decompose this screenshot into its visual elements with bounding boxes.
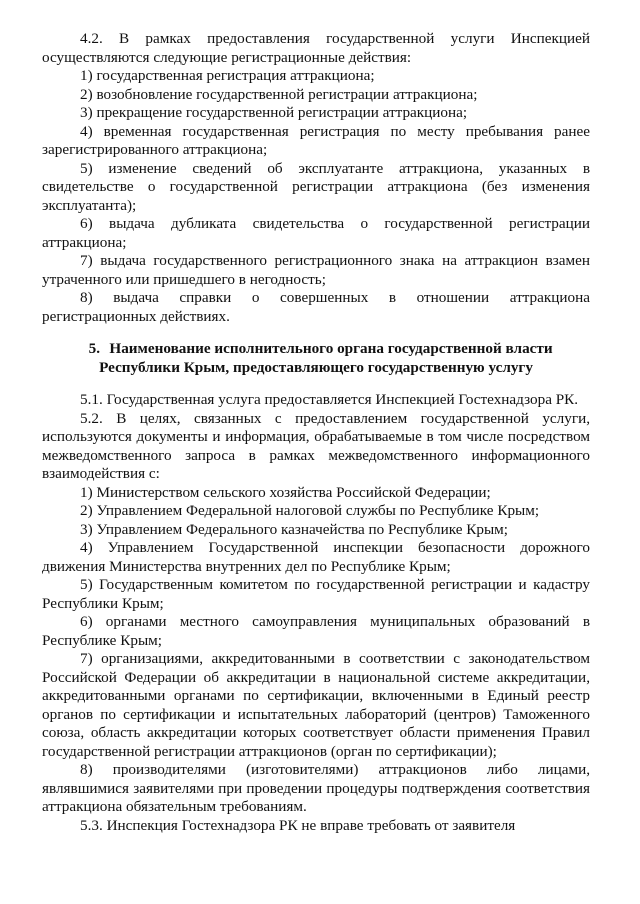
list-item: 6) органами местного самоуправления муниципальных образований в Республике Крым; bbox=[42, 613, 590, 649]
list-item: 4) временная государственная регистрация по месту пребывания ранее зарегистрированного аттракциона; bbox=[42, 122, 590, 158]
list-item: 2) Управлением Федеральной налоговой службы по Республике Крым; bbox=[80, 502, 540, 519]
list-item: 2) возобновление государственной регистрации аттракциона; bbox=[80, 85, 478, 103]
list-item: 8) производителями (изготовителями) аттракционов либо лицами, являвшимися заявителями при проведении процедуры подтверждения соответствия аттракциона обязательным требованиям. bbox=[42, 761, 590, 815]
paragraph-5-2: 5.2. В целях, связанных с предоставлением государственной услуги, используются документы и информация, обрабатываемые в том числе посредством межведомственного запроса в рамках межведомственного информационного взаимодействия с: bbox=[42, 409, 590, 482]
paragraph-5-1: 5.1. Государственная услуга предоставляется Инспекцией Гостехнадзора РК. bbox=[80, 391, 579, 408]
list-item: 5) Государственным комитетом по государственной регистрации и кадастру Республики Крым; bbox=[42, 576, 590, 612]
list-item: 1) Министерством сельского хозяйства Российской Федерации; bbox=[80, 483, 491, 501]
paragraph-4-2: 4.2. В рамках предоставления государственной услуги Инспекцией осуществляются следующие регистрационные действия: bbox=[42, 30, 590, 66]
paragraph-5-3: 5.3. Инспекция Гостехнадзора РК не вправе требовать от заявителя bbox=[80, 816, 516, 834]
list-item: 4) Управлением Государственной инспекции безопасности дорожного движения Министерства внутренних дел по Республике Крым; bbox=[42, 539, 590, 575]
section-number: 5. bbox=[88, 340, 101, 357]
list-item: 7) выдача государственного регистрационного знака на аттракцион взамен утраченного или пришедшего в негодность; bbox=[42, 252, 590, 288]
document-body bbox=[42, 30, 590, 835]
list-item: 5) изменение сведений об эксплуатанте аттракциона, указанных в свидетельстве о государственной регистрации аттракциона (без изменения эксплуатанта); bbox=[42, 159, 590, 214]
section-5-heading bbox=[42, 340, 590, 377]
list-item: 6) выдача дубликата свидетельства о государственной регистрации аттракциона; bbox=[42, 215, 590, 251]
spacer bbox=[42, 326, 590, 340]
list-item: 7) организациями, аккредитованными в соответствии с законодательством Российской Федерации об аккредитации в национальной системе аккредитации, аккредитованными органами по сертификации, включенными в Единый реестр органов по сертификации и испытательных лабораторий (центров) Таможенного союза, область аккредитации которых соответствует области применения Правил государственной регистрации аттракционов (орган по сертификации); bbox=[42, 650, 590, 760]
list-item: 3) Управлением Федерального казначейства по Республике Крым; bbox=[80, 520, 509, 538]
list-item: 1) государственная регистрация аттракциона; bbox=[80, 67, 375, 84]
section-title-line2: Республики Крым, предоставляющего государственную услугу bbox=[99, 358, 533, 376]
list-item: 3) прекращение государственной регистрации аттракциона; bbox=[80, 104, 468, 121]
spacer bbox=[42, 377, 590, 391]
list-item: 8) выдача справки о совершенных в отношении аттракциона регистрационных действиях. bbox=[42, 289, 590, 325]
section-title-line1: Наименование исполнительного органа государственной власти bbox=[109, 340, 553, 357]
